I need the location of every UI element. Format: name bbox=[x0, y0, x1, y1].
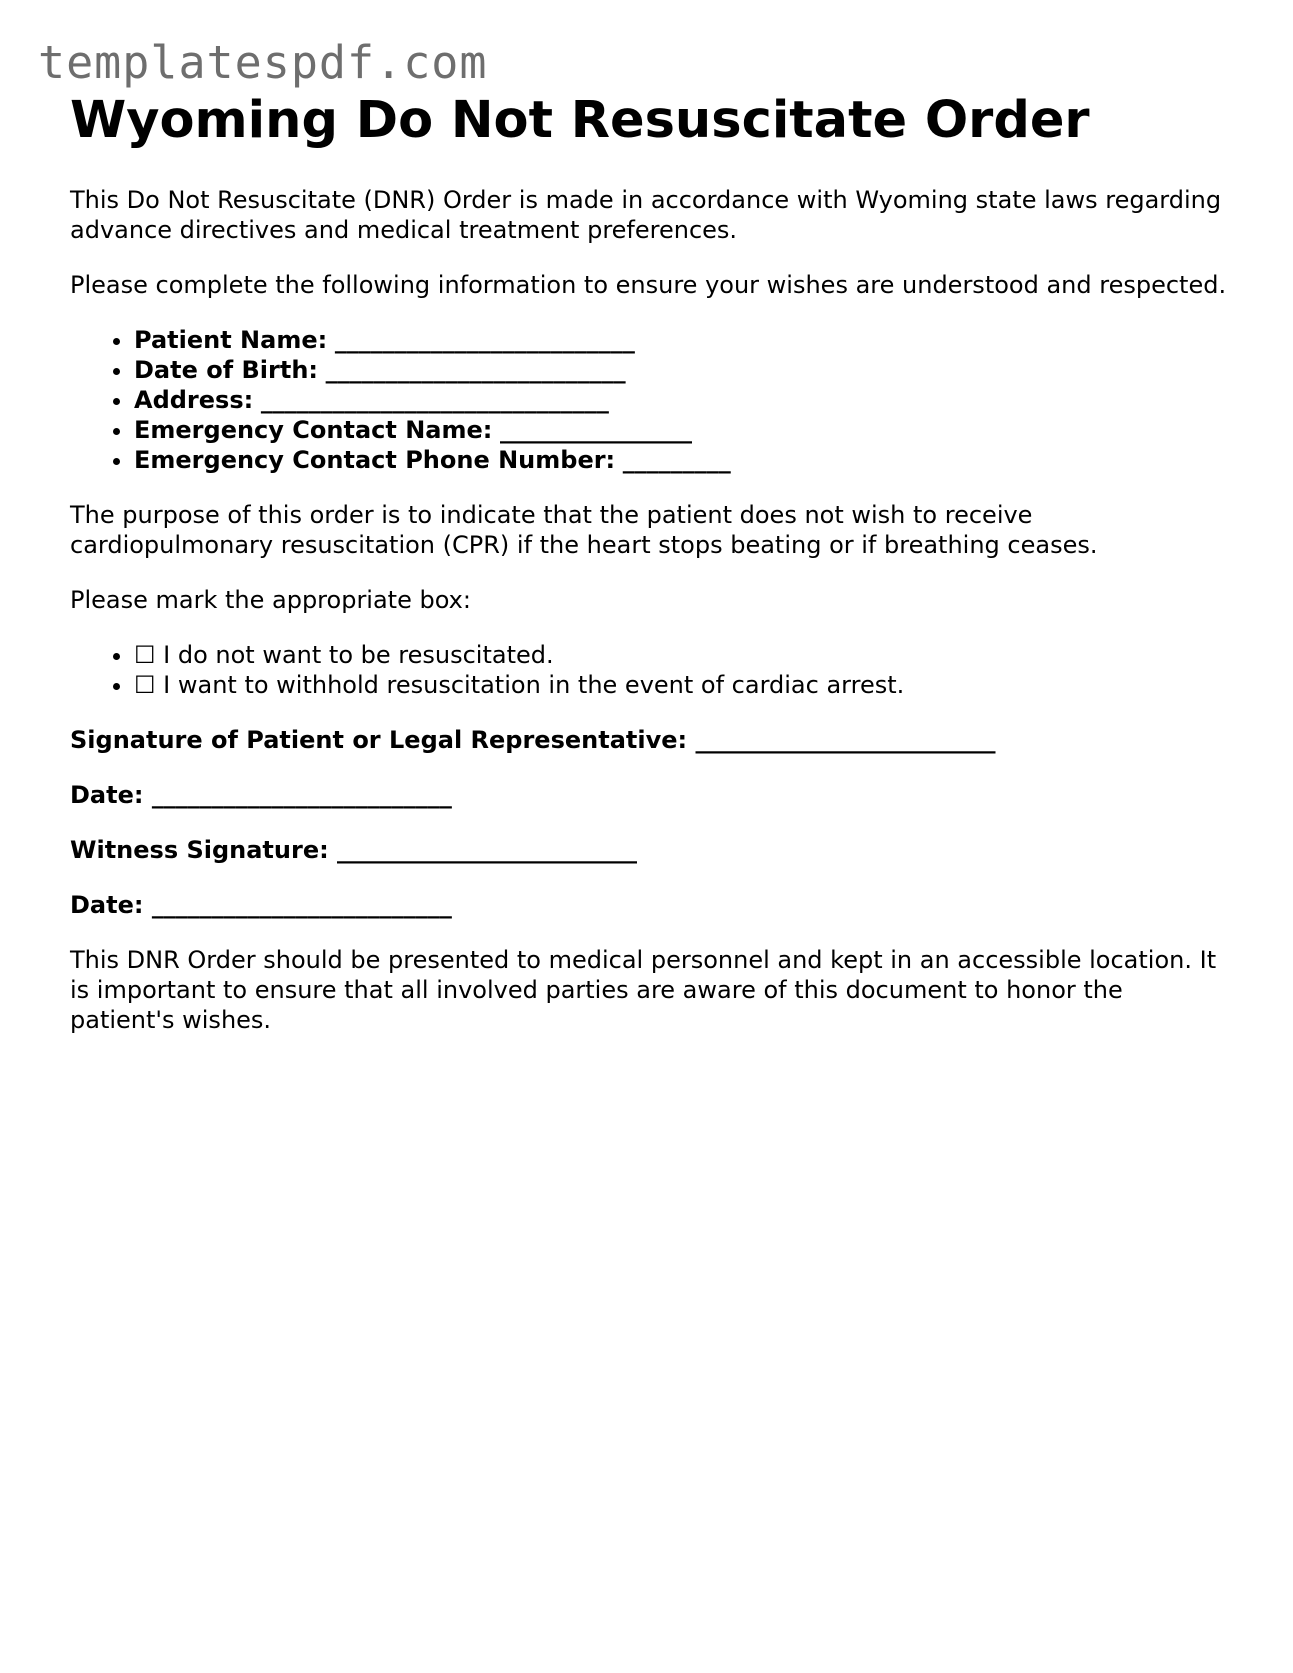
field-label: Emergency Contact Phone Number: bbox=[134, 445, 616, 474]
field-blank[interactable]: _________ bbox=[622, 445, 731, 474]
field-emergency-contact-name[interactable] bbox=[134, 415, 1230, 445]
mark-prompt: Please mark the appropriate box: bbox=[70, 585, 471, 614]
witness-date-line[interactable]: Date: _________________________ bbox=[70, 890, 452, 919]
field-emergency-contact-phone[interactable] bbox=[134, 445, 1230, 475]
patient-info-list bbox=[70, 325, 1230, 475]
patient-date-line[interactable]: Date: _________________________ bbox=[70, 780, 452, 809]
field-address[interactable] bbox=[134, 385, 1230, 415]
field-patient-name[interactable] bbox=[134, 325, 1230, 355]
patient-signature-line[interactable]: Signature of Patient or Legal Representative: _________________________ bbox=[70, 725, 996, 754]
field-blank[interactable]: _____________________________ bbox=[260, 385, 609, 414]
choice-withhold-resuscitation[interactable]: • ☐ I want to withhold resuscitation in the event of cardiac arrest. bbox=[134, 670, 1230, 700]
document-body bbox=[70, 92, 1230, 1035]
choice-no-resuscitation[interactable]: • ☐ I do not want to be resuscitated. bbox=[134, 640, 1230, 670]
choice-list bbox=[70, 640, 1230, 700]
intro-paragraph: This Do Not Resuscitate (DNR) Order is made in accordance with Wyoming state laws regarding advance directives and medical treatment preferences. bbox=[70, 185, 1222, 244]
field-blank[interactable]: _________________________ bbox=[334, 325, 635, 354]
page-title: Wyoming Do Not Resuscitate Order bbox=[70, 91, 1090, 150]
field-blank[interactable]: _________________________ bbox=[325, 355, 626, 384]
purpose-paragraph: The purpose of this order is to indicate that the patient does not wish to receive cardiopulmonary resuscitation (CPR) if the heart stops beating or if breathing ceases. bbox=[70, 500, 1098, 559]
instructions-paragraph: Please complete the following information to ensure your wishes are understood and respected. bbox=[70, 270, 1227, 299]
field-label: Emergency Contact Name: bbox=[134, 415, 493, 444]
watermark: templatespdf.com bbox=[38, 36, 488, 89]
closing-paragraph: This DNR Order should be presented to medical personnel and kept in an accessible location. It is important to ensure that all involved parties are aware of this document to honor the patient's wishes. bbox=[70, 945, 1217, 1034]
field-date-of-birth[interactable] bbox=[134, 355, 1230, 385]
field-blank[interactable]: ________________ bbox=[500, 415, 692, 444]
field-label: Patient Name: bbox=[134, 325, 328, 354]
field-label: Address: bbox=[134, 385, 254, 414]
field-label: Date of Birth: bbox=[134, 355, 319, 384]
witness-signature-line[interactable]: Witness Signature: _________________________ bbox=[70, 835, 638, 864]
